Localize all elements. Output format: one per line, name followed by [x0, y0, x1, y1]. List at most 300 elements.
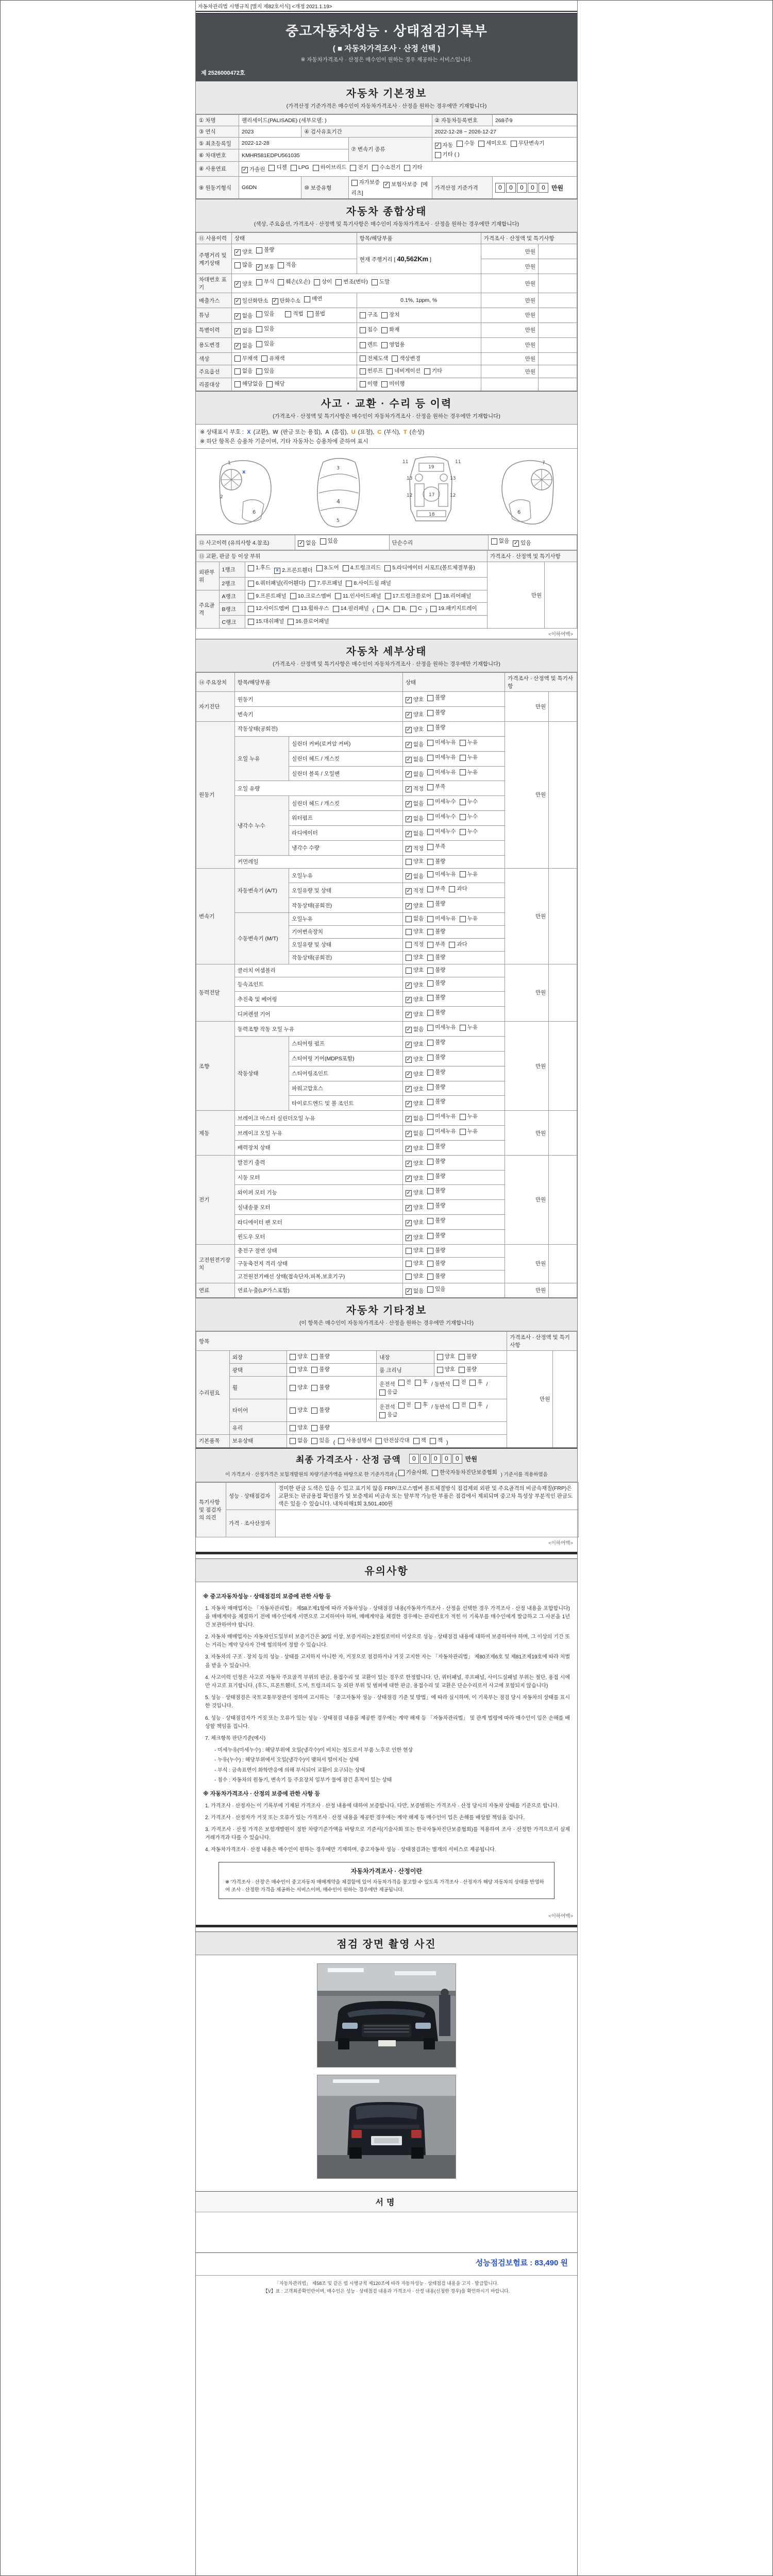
checkbox-icon[interactable] — [449, 886, 455, 892]
checkbox-불량[interactable] — [311, 1423, 329, 1433]
checkbox-icon[interactable] — [314, 279, 320, 285]
checkbox-많음[interactable] — [234, 261, 253, 270]
checkbox-icon[interactable] — [406, 801, 412, 807]
checkbox-icon[interactable] — [406, 903, 412, 909]
checkbox-양호[interactable] — [406, 1085, 424, 1094]
checkbox-14.필러패널[interactable] — [333, 604, 369, 614]
checkbox-icon[interactable] — [350, 165, 356, 171]
checkbox-icon[interactable] — [449, 942, 455, 948]
checkbox-불량[interactable] — [459, 1365, 477, 1375]
checkbox-부족[interactable] — [427, 842, 445, 852]
checkbox-icon[interactable] — [427, 980, 433, 987]
checkbox-icon[interactable] — [406, 1042, 412, 1048]
checkbox-icon[interactable] — [311, 1367, 317, 1373]
checkbox-해당[interactable] — [266, 380, 284, 389]
checkbox-양호[interactable] — [406, 902, 424, 911]
checkbox-icon[interactable] — [360, 327, 366, 333]
checkbox-탄화수소[interactable] — [272, 297, 301, 306]
checkbox-불량[interactable] — [427, 1246, 445, 1256]
checkbox-icon[interactable] — [343, 565, 349, 571]
checkbox-icon[interactable] — [234, 355, 241, 362]
checkbox-일산화탄소[interactable] — [234, 297, 268, 306]
signature-area[interactable] — [196, 2212, 577, 2252]
checkbox-icon[interactable] — [437, 1367, 443, 1373]
checkbox-icon[interactable] — [427, 859, 433, 865]
checkbox-6.쿼터패널(리어휀다)[interactable] — [248, 579, 306, 588]
checkbox-icon[interactable] — [248, 565, 254, 571]
checkbox-icon[interactable] — [234, 368, 241, 375]
checkbox-icon[interactable] — [469, 1380, 476, 1386]
checkbox-미세누수[interactable] — [427, 827, 456, 837]
checkbox-icon[interactable] — [256, 326, 262, 332]
checkbox-잭[interactable] — [413, 1436, 426, 1446]
checkbox-미세누유[interactable] — [427, 1023, 456, 1032]
checkbox-icon[interactable] — [381, 327, 388, 333]
checkbox-양호[interactable] — [406, 725, 424, 735]
checkbox-icon[interactable] — [398, 1380, 405, 1386]
checkbox-icon[interactable] — [290, 1354, 296, 1360]
checkbox-icon[interactable] — [427, 1159, 433, 1165]
checkbox-미세누유[interactable] — [427, 914, 456, 924]
checkbox-icon[interactable] — [268, 165, 275, 171]
checkbox-불량[interactable] — [427, 1068, 445, 1077]
checkbox-양호[interactable] — [437, 1365, 455, 1375]
checkbox-침수[interactable] — [360, 326, 378, 335]
checkbox-icon[interactable] — [285, 311, 291, 317]
checkbox-icon[interactable] — [379, 1389, 385, 1396]
checkbox-icon[interactable] — [427, 995, 433, 1001]
checkbox-icon[interactable] — [406, 757, 412, 763]
checkbox-불량[interactable] — [427, 1272, 445, 1281]
checkbox-icon[interactable] — [410, 606, 416, 612]
checkbox-icon[interactable] — [491, 538, 497, 545]
checkbox-양호[interactable] — [406, 1246, 424, 1256]
checkbox-무단변속기[interactable] — [511, 139, 545, 148]
checkbox-icon[interactable] — [427, 901, 433, 907]
checkbox-icon[interactable] — [298, 540, 304, 547]
checkbox-icon[interactable] — [266, 381, 273, 387]
checkbox-icon[interactable] — [406, 786, 412, 792]
checkbox-icon[interactable] — [248, 593, 254, 599]
checkbox-보통[interactable] — [256, 263, 274, 272]
checkbox-icon[interactable] — [427, 1218, 433, 1224]
checkbox-없음[interactable] — [234, 312, 253, 321]
checkbox-불량[interactable] — [427, 708, 445, 718]
checkbox-icon[interactable] — [360, 312, 366, 318]
checkbox-icon[interactable] — [427, 1248, 433, 1254]
checkbox-icon[interactable] — [406, 1289, 412, 1295]
checkbox-icon[interactable] — [457, 141, 463, 147]
checkbox-icon[interactable] — [406, 1116, 412, 1122]
checkbox-icon[interactable] — [415, 1380, 421, 1386]
checkbox-15.대쉬패널[interactable] — [248, 617, 284, 626]
checkbox-icon[interactable] — [320, 538, 326, 545]
checkbox-후[interactable] — [469, 1401, 482, 1410]
checkbox-구조[interactable] — [360, 311, 378, 320]
checkbox-icon[interactable] — [256, 247, 262, 253]
checkbox-불량[interactable] — [427, 993, 445, 1003]
checkbox-icon[interactable] — [406, 727, 412, 733]
checkbox-icon[interactable] — [469, 1402, 476, 1409]
checkbox-icon[interactable] — [427, 1099, 433, 1105]
checkbox-없음[interactable] — [406, 829, 424, 839]
checkbox-적정[interactable] — [406, 887, 424, 896]
checkbox-누유[interactable] — [460, 768, 478, 777]
checkbox-icon[interactable] — [256, 264, 262, 270]
checkbox-누수[interactable] — [460, 827, 478, 837]
checkbox-누유[interactable] — [460, 753, 478, 762]
checkbox-화재[interactable] — [381, 326, 399, 335]
checkbox-icon[interactable] — [360, 381, 366, 387]
checkbox-누유[interactable] — [460, 738, 478, 748]
checkbox-응급[interactable] — [379, 1411, 397, 1420]
checkbox-icon[interactable] — [307, 311, 313, 317]
checkbox-icon[interactable] — [234, 262, 241, 268]
checkbox-icon[interactable] — [432, 1470, 438, 1476]
checkbox-누유[interactable] — [460, 1023, 478, 1032]
checkbox-누유[interactable] — [460, 1112, 478, 1122]
checkbox-없음[interactable] — [298, 539, 316, 548]
checkbox-한국자동차진단보증협회[interactable] — [432, 1468, 497, 1478]
checkbox-icon[interactable] — [406, 697, 412, 703]
checkbox-불량[interactable] — [427, 693, 445, 703]
checkbox-양호[interactable] — [406, 1144, 424, 1154]
checkbox-수동[interactable] — [457, 139, 475, 148]
checkbox-전[interactable] — [453, 1378, 466, 1387]
checkbox-icon[interactable] — [278, 279, 284, 285]
checkbox-무채색[interactable] — [234, 354, 258, 364]
checkbox-icon[interactable] — [406, 1235, 412, 1241]
checkbox-icon[interactable] — [313, 165, 319, 171]
checkbox-이행[interactable] — [360, 380, 378, 389]
checkbox-icon[interactable] — [406, 916, 412, 922]
checkbox-icon[interactable] — [311, 1385, 317, 1391]
checkbox-icon[interactable] — [460, 740, 466, 746]
checkbox-icon[interactable] — [351, 180, 358, 186]
checkbox-icon[interactable] — [290, 1425, 296, 1431]
checkbox-icon[interactable] — [290, 593, 296, 599]
checkbox-icon[interactable] — [415, 1402, 421, 1409]
checkbox-icon[interactable] — [427, 1233, 433, 1239]
checkbox-icon[interactable] — [256, 311, 262, 317]
checkbox-icon[interactable] — [437, 1354, 443, 1360]
checkbox-불량[interactable] — [427, 1038, 445, 1047]
checkbox-icon[interactable] — [406, 712, 412, 718]
checkbox-icon[interactable] — [460, 916, 466, 922]
checkbox-불법[interactable] — [307, 310, 325, 319]
checkbox-양호[interactable] — [406, 857, 424, 867]
checkbox-11.인사이드패널[interactable] — [335, 592, 381, 601]
checkbox-icon[interactable] — [427, 968, 433, 974]
checkbox-icon[interactable] — [274, 568, 280, 574]
checkbox-icon[interactable] — [427, 829, 433, 835]
checkbox-없음[interactable] — [234, 327, 253, 336]
checkbox-적정[interactable] — [406, 940, 424, 950]
checkbox-icon[interactable] — [427, 1203, 433, 1209]
checkbox-icon[interactable] — [406, 1101, 412, 1107]
checkbox-10.크로스멤버[interactable] — [290, 592, 331, 601]
checkbox-icon[interactable] — [291, 165, 297, 171]
checkbox-icon[interactable] — [376, 1438, 382, 1444]
checkbox-불량[interactable] — [427, 900, 445, 909]
checkbox-없음[interactable] — [406, 1114, 424, 1124]
checkbox-icon[interactable] — [406, 1220, 412, 1226]
checkbox-불량[interactable] — [427, 1142, 445, 1151]
checkbox-icon[interactable] — [335, 279, 342, 285]
checkbox-미세누수[interactable] — [427, 798, 456, 807]
checkbox-icon[interactable] — [460, 871, 466, 877]
checkbox-icon[interactable] — [338, 1438, 344, 1444]
checkbox-양호[interactable] — [406, 1159, 424, 1168]
checkbox-icon[interactable] — [406, 955, 412, 961]
checkbox-양호[interactable] — [406, 995, 424, 1005]
checkbox-양호[interactable] — [406, 1040, 424, 1049]
checkbox-icon[interactable] — [478, 141, 484, 147]
checkbox-누유[interactable] — [460, 1127, 478, 1137]
checkbox-icon[interactable] — [406, 1086, 412, 1092]
checkbox-불량[interactable] — [427, 1201, 445, 1211]
checkbox-icon[interactable] — [427, 1274, 433, 1280]
checkbox-양호[interactable] — [406, 1204, 424, 1213]
checkbox-icon[interactable] — [311, 1408, 317, 1414]
checkbox-없음[interactable] — [234, 367, 253, 376]
checkbox-양호[interactable] — [437, 1352, 455, 1362]
checkbox-불량[interactable] — [311, 1406, 329, 1415]
checkbox-양호[interactable] — [406, 953, 424, 962]
checkbox-icon[interactable] — [234, 249, 241, 256]
checkbox-icon[interactable] — [427, 1114, 433, 1120]
checkbox-양호[interactable] — [406, 1010, 424, 1020]
checkbox-icon[interactable] — [427, 740, 433, 746]
checkbox-icon[interactable] — [248, 581, 254, 587]
checkbox-적음[interactable] — [278, 261, 296, 270]
checkbox-불량[interactable] — [427, 966, 445, 975]
checkbox-icon[interactable] — [427, 1010, 433, 1016]
checkbox-icon[interactable] — [256, 368, 262, 375]
checkbox-양호[interactable] — [406, 966, 424, 975]
checkbox-부족[interactable] — [427, 783, 445, 792]
checkbox-양호[interactable] — [406, 1055, 424, 1064]
checkbox-전체도색[interactable] — [360, 354, 389, 364]
checkbox-불량[interactable] — [427, 1157, 445, 1166]
checkbox-icon[interactable] — [427, 695, 433, 701]
checkbox-없음[interactable] — [406, 755, 424, 765]
checkbox-양호[interactable] — [406, 981, 424, 990]
checkbox-양호[interactable] — [406, 1272, 424, 1281]
checkbox-icon[interactable] — [398, 1402, 405, 1409]
checkbox-양호[interactable] — [290, 1365, 308, 1375]
checkbox-icon[interactable] — [333, 606, 339, 612]
checkbox-전기[interactable] — [350, 163, 368, 173]
checkbox-icon[interactable] — [406, 1161, 412, 1167]
checkbox-icon[interactable] — [398, 1470, 405, 1476]
checkbox-영업용[interactable] — [381, 341, 405, 350]
checkbox-icon[interactable] — [406, 831, 412, 837]
checkbox-icon[interactable] — [406, 846, 412, 852]
checkbox-icon[interactable] — [427, 955, 433, 961]
checkbox-icon[interactable] — [427, 1084, 433, 1090]
checkbox-불량[interactable] — [427, 1187, 445, 1196]
checkbox-가솔린[interactable] — [242, 165, 265, 175]
checkbox-icon[interactable] — [406, 968, 412, 974]
checkbox-없음[interactable] — [406, 1129, 424, 1139]
checkbox-전[interactable] — [453, 1401, 466, 1410]
checkbox-기술사회,[interactable] — [398, 1468, 429, 1478]
checkbox-icon[interactable] — [427, 1286, 433, 1293]
checkbox-icon[interactable] — [427, 1261, 433, 1267]
checkbox-icon[interactable] — [234, 343, 241, 349]
checkbox-9.프론트패널[interactable] — [248, 592, 286, 601]
checkbox-보험사보증[interactable] — [383, 180, 417, 190]
checkbox-icon[interactable] — [290, 1438, 296, 1444]
checkbox-누수[interactable] — [460, 798, 478, 807]
checkbox-icon[interactable] — [427, 1025, 433, 1031]
checkbox-icon[interactable] — [394, 606, 400, 612]
checkbox-icon[interactable] — [459, 1354, 465, 1360]
checkbox-icon[interactable] — [460, 1129, 466, 1135]
checkbox-수소전기[interactable] — [372, 163, 401, 173]
checkbox-icon[interactable] — [316, 565, 323, 571]
checkbox-icon[interactable] — [460, 799, 466, 805]
checkbox-안전삼각대[interactable] — [376, 1436, 410, 1446]
checkbox-icon[interactable] — [309, 581, 315, 587]
checkbox-없음[interactable] — [406, 1287, 424, 1296]
checkbox-양호[interactable] — [290, 1406, 308, 1415]
checkbox-7.루프패널[interactable] — [309, 579, 342, 588]
checkbox-icon[interactable] — [460, 814, 466, 820]
checkbox-없음[interactable] — [406, 872, 424, 882]
checkbox-icon[interactable] — [379, 1412, 385, 1418]
checkbox-과다[interactable] — [449, 940, 467, 950]
checkbox-C[interactable] — [410, 604, 422, 614]
checkbox-후[interactable] — [469, 1378, 482, 1387]
checkbox-기타[interactable] — [404, 163, 422, 173]
checkbox-icon[interactable] — [435, 152, 441, 158]
checkbox-있음[interactable] — [256, 310, 274, 319]
checkbox-12.사이드멤버[interactable] — [248, 604, 289, 614]
checkbox-불량[interactable] — [459, 1352, 477, 1362]
checkbox-전[interactable] — [398, 1378, 411, 1387]
checkbox-icon[interactable] — [406, 942, 412, 948]
checkbox-A,[interactable] — [377, 604, 390, 614]
checkbox-없음[interactable] — [406, 770, 424, 779]
checkbox-8.사이드실 패널[interactable] — [346, 579, 391, 588]
checkbox-icon[interactable] — [427, 871, 433, 877]
checkbox-17.트렁크플로어[interactable] — [385, 592, 431, 601]
checkbox-icon[interactable] — [256, 341, 262, 347]
checkbox-양호[interactable] — [406, 927, 424, 937]
checkbox-없음[interactable] — [406, 740, 424, 750]
checkbox-icon[interactable] — [384, 565, 391, 571]
checkbox-icon[interactable] — [360, 368, 366, 375]
checkbox-B,[interactable] — [394, 604, 407, 614]
checkbox-누유[interactable] — [460, 914, 478, 924]
checkbox-사용설명서[interactable] — [338, 1436, 372, 1446]
checkbox-icon[interactable] — [406, 982, 412, 989]
checkbox-훼손(오손)[interactable] — [278, 278, 310, 287]
checkbox-기타[interactable] — [424, 367, 442, 376]
checkbox-icon[interactable] — [460, 769, 466, 775]
checkbox-3.도어[interactable] — [316, 564, 339, 573]
checkbox-icon[interactable] — [304, 296, 310, 302]
checkbox-icon[interactable] — [386, 368, 393, 375]
checkbox-icon[interactable] — [406, 859, 412, 865]
checkbox-불량[interactable] — [427, 1231, 445, 1241]
checkbox-양호[interactable] — [234, 248, 253, 257]
checkbox-없음[interactable] — [406, 1025, 424, 1035]
checkbox-icon[interactable] — [381, 342, 388, 348]
checkbox-전[interactable] — [398, 1401, 411, 1410]
checkbox-icon[interactable] — [430, 1438, 436, 1444]
checkbox-불량[interactable] — [427, 1008, 445, 1018]
checkbox-icon[interactable] — [427, 929, 433, 935]
checkbox-적법[interactable] — [285, 310, 303, 319]
checkbox-icon[interactable] — [460, 1114, 466, 1120]
checkbox-불량[interactable] — [427, 1053, 445, 1062]
checkbox-13.휠하우스[interactable] — [293, 604, 329, 614]
checkbox-누유[interactable] — [460, 870, 478, 879]
checkbox-양호[interactable] — [290, 1352, 308, 1362]
checkbox-icon[interactable] — [311, 1425, 317, 1431]
checkbox-icon[interactable] — [293, 606, 299, 612]
checkbox-장치[interactable] — [381, 311, 399, 320]
checkbox-icon[interactable] — [346, 581, 352, 587]
checkbox-icon[interactable] — [248, 619, 254, 625]
checkbox-icon[interactable] — [392, 355, 398, 362]
checkbox-없음[interactable] — [491, 537, 509, 546]
checkbox-응급[interactable] — [379, 1388, 397, 1397]
checkbox-미세누유[interactable] — [427, 768, 456, 777]
checkbox-적정[interactable] — [406, 844, 424, 854]
checkbox-icon[interactable] — [234, 281, 241, 287]
checkbox-icon[interactable] — [460, 829, 466, 835]
checkbox-icon[interactable] — [427, 755, 433, 761]
checkbox-부식[interactable] — [256, 278, 274, 287]
checkbox-도말[interactable] — [372, 278, 390, 287]
checkbox-icon[interactable] — [290, 1385, 296, 1391]
checkbox-변조(변타)[interactable] — [335, 278, 368, 287]
checkbox-icon[interactable] — [427, 886, 433, 892]
checkbox-icon[interactable] — [406, 1057, 412, 1063]
checkbox-icon[interactable] — [372, 279, 378, 285]
checkbox-있음[interactable] — [256, 325, 274, 334]
checkbox-1.후드[interactable] — [248, 564, 271, 573]
checkbox-하이브리드[interactable] — [313, 163, 347, 173]
checkbox-icon[interactable] — [406, 888, 412, 894]
checkbox-미세누유[interactable] — [427, 1112, 456, 1122]
checkbox-양호[interactable] — [406, 1174, 424, 1183]
checkbox-icon[interactable] — [406, 816, 412, 822]
checkbox-세미오토[interactable] — [478, 139, 507, 148]
checkbox-icon[interactable] — [406, 771, 412, 777]
checkbox-불량[interactable] — [427, 953, 445, 962]
checkbox-icon[interactable] — [427, 1188, 433, 1194]
checkbox-icon[interactable] — [406, 1131, 412, 1137]
checkbox-icon[interactable] — [460, 755, 466, 761]
checkbox-icon[interactable] — [406, 1274, 412, 1280]
checkbox-icon[interactable] — [385, 593, 391, 599]
checkbox-잭[interactable] — [430, 1436, 443, 1446]
checkbox-icon[interactable] — [406, 1261, 412, 1267]
checkbox-없음[interactable] — [406, 914, 424, 924]
checkbox-과다[interactable] — [449, 885, 467, 894]
checkbox-19.패키지트레이[interactable] — [430, 604, 477, 614]
checkbox-양호[interactable] — [406, 1233, 424, 1243]
checkbox-미세누유[interactable] — [427, 870, 456, 879]
checkbox-양호[interactable] — [234, 280, 253, 289]
checkbox-2.프론트휀더[interactable] — [274, 566, 312, 575]
checkbox-icon[interactable] — [427, 799, 433, 805]
